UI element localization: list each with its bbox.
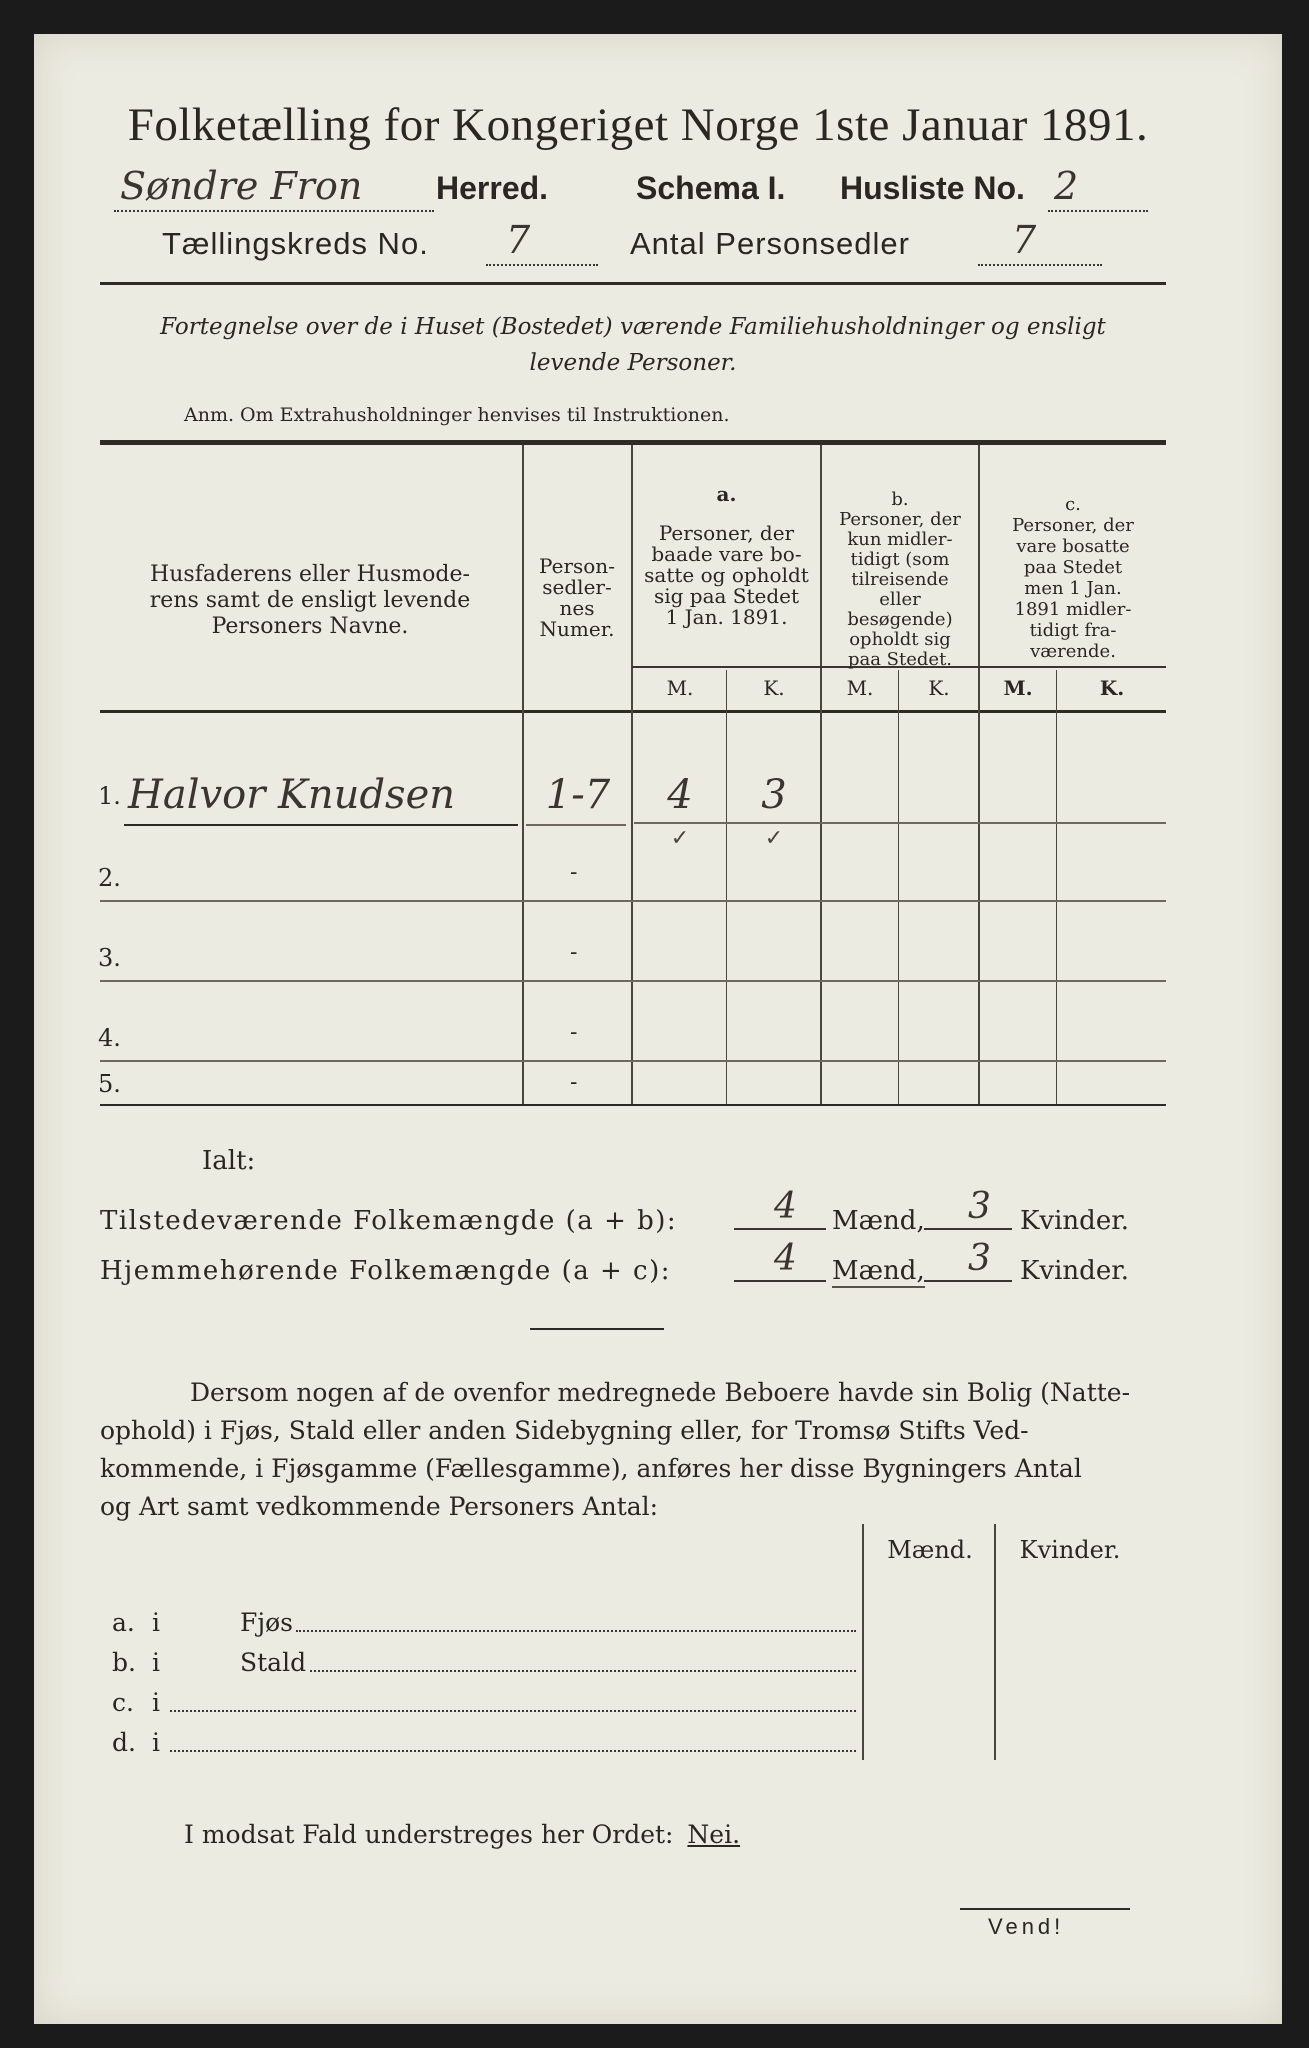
tilstede-k-field[interactable] [924, 1186, 1012, 1230]
closing-nei[interactable]: Nei. [687, 1820, 741, 1849]
building-a-label: Fjøs [240, 1608, 293, 1637]
vend-label: Vend! [988, 1914, 1065, 1939]
col-header-num-l1: Person- [539, 554, 615, 578]
buildings-kvinder-header: Kvinder. [1019, 1536, 1121, 1564]
buildings-para-l2: ophold) i Fjøs, Stald eller anden Sidebygning eller, for Tromsø Stifts Ved- [100, 1416, 1029, 1445]
col-header-b-l6: besøgende) [847, 609, 953, 630]
building-b-letter: b. [112, 1648, 136, 1677]
tilstede-label: Tilstedeværende Folkemængde (a + b): [100, 1206, 678, 1236]
row-1-name-line [124, 824, 518, 826]
schema-label: Schema I. [636, 170, 786, 206]
row-2-line [100, 900, 1166, 902]
row-1-a-m-check: ✓ [670, 826, 690, 851]
row-1-a-m[interactable]: 4 [667, 772, 693, 818]
row-1-sedler[interactable]: 1-7 [545, 772, 611, 818]
header-rule [100, 282, 1166, 285]
col-header-c-l7: værende. [1030, 641, 1116, 662]
building-a-i: i [152, 1608, 160, 1637]
hjemme-m-field[interactable] [734, 1238, 826, 1282]
buildings-maend-header: Mænd. [887, 1536, 973, 1564]
col-header-name-l3: Personers Navne. [211, 614, 409, 639]
table-header-rule [100, 710, 1166, 713]
a-m-label: M. [666, 676, 694, 700]
hjemme-k-field[interactable] [924, 1238, 1012, 1282]
row-1-num-line [526, 824, 626, 826]
col-header-num-l3: nes [559, 596, 595, 620]
col-sep-a-mk [726, 670, 727, 1104]
kreds-field[interactable] [486, 218, 598, 266]
building-a-dots[interactable] [296, 1630, 856, 1632]
col-sep-c-mk [1056, 670, 1057, 1104]
col-header-a-l4: sig paa Stedet [653, 584, 800, 608]
row-1-a-k-check: ✓ [764, 826, 784, 851]
row-3-number: 3. [98, 944, 121, 972]
col-header-a-l1: Personer, der [658, 521, 795, 545]
tilstede-m-field[interactable] [734, 1186, 826, 1230]
row-5-number: 5. [98, 1070, 121, 1098]
col-header-b-l4: tilreisende [851, 569, 949, 590]
col-header-c-l6: tidigt fra- [1029, 620, 1117, 641]
building-c-dots[interactable] [170, 1710, 856, 1712]
ialt-label: Ialt: [202, 1146, 256, 1176]
husliste-label: Husliste No. [840, 170, 1025, 206]
husliste-field[interactable] [1048, 166, 1148, 212]
col-header-b-l7: opholdt sig [849, 629, 951, 650]
row-1-number: 1. [98, 782, 121, 810]
hjemme-kvinder: Kvinder. [1020, 1256, 1130, 1286]
row-4-line [100, 1060, 1166, 1062]
row-2-sedler[interactable]: - [570, 860, 578, 885]
col-header-c-letter: c. [1065, 494, 1081, 515]
antal-value: 7 [1012, 218, 1037, 262]
tilstede-kvinder: Kvinder. [1020, 1206, 1130, 1236]
col-header-a [633, 484, 820, 628]
kreds-label: Tællingskreds No. [162, 226, 429, 261]
row-3-sedler[interactable]: - [570, 940, 578, 965]
col-header-b-l3: tidigt (som [850, 549, 950, 570]
col-header-a-l2: baade vare bo- [651, 542, 802, 566]
col-header-c [980, 494, 1166, 662]
antal-label: Antal Personsedler [630, 226, 910, 261]
b-m-label: M. [846, 676, 874, 700]
row-2-number: 2. [98, 864, 121, 892]
c-k-label: K. [1099, 676, 1125, 700]
anm-note: Anm. Om Extrahusholdninger henvises til Instruktionen. [184, 404, 730, 426]
col-header-a-l5: 1 Jan. 1891. [665, 605, 788, 629]
col-header-b-l2: kun midler- [847, 529, 953, 550]
husliste-value: 2 [1054, 164, 1079, 208]
a-k-label: K. [763, 676, 785, 700]
row-4-sedler[interactable]: - [570, 1020, 578, 1045]
row-1-a-k[interactable]: 3 [761, 772, 787, 818]
c-m-label: M. [1003, 676, 1033, 700]
col-header-num [524, 556, 630, 640]
herred-field[interactable] [114, 166, 434, 212]
intro-line2: levende Personer. [529, 350, 737, 376]
table-top-rule [100, 440, 1166, 445]
col-header-b-letter: b. [891, 489, 909, 510]
col-header-name-l2: rens samt de ensligt levende [149, 588, 471, 613]
buildings-para-l4: og Art samt vedkommende Personers Antal: [100, 1492, 659, 1521]
col-header-b-l5: eller [879, 589, 921, 610]
col-header-num-l2: sedler- [542, 575, 612, 599]
buildings-para-l1: Dersom nogen af de ovenfor medregnede Beboere havde sin Bolig (Natte- [190, 1378, 1131, 1407]
form-title: Folketælling for Kongeriget Norge 1ste Januar 1891. [127, 99, 1149, 151]
intro-line1: Fortegnelse over de i Huset (Bostedet) værende Familiehusholdninger og ensligt [160, 314, 1106, 340]
tilstede-m-value: 4 [774, 1186, 797, 1227]
antal-field[interactable] [978, 218, 1102, 266]
buildings-col-sep-2 [994, 1524, 996, 1760]
building-d-i: i [152, 1728, 160, 1757]
col-sep-1 [522, 445, 524, 1104]
row-5-sedler[interactable]: - [570, 1070, 578, 1095]
building-b-label: Stald [240, 1648, 307, 1677]
col-header-b-l8: paa Stedet. [847, 649, 953, 670]
building-a-letter: a. [112, 1608, 135, 1637]
herred-label: Herred. [436, 170, 549, 206]
closing-line [184, 1820, 740, 1849]
row-1-data-line [634, 822, 1166, 824]
building-c-letter: c. [112, 1688, 134, 1717]
row-4-number: 4. [98, 1024, 121, 1052]
hjemme-k-value: 3 [968, 1238, 991, 1279]
herred-value: Søndre Fron [120, 164, 363, 208]
col-header-c-l2: vare bosatte [1016, 536, 1130, 557]
kreds-value: 7 [506, 218, 531, 262]
buildings-para-l3: kommende, i Fjøsgamme (Fællesgamme), anføres her disse Bygningers Antal [100, 1454, 1082, 1483]
table-bottom-rule [100, 1104, 1166, 1106]
building-d-letter: d. [112, 1728, 136, 1757]
tilstede-k-value: 3 [968, 1186, 991, 1227]
col-header-b [822, 490, 978, 670]
buildings-paragraph [100, 1374, 1170, 1526]
building-b-dots[interactable] [310, 1670, 856, 1672]
census-form-page [34, 34, 1282, 2024]
col-header-b-l1: Personer, der [839, 509, 961, 530]
b-k-label: K. [928, 676, 950, 700]
col-header-c-l4: men 1 Jan. [1024, 578, 1122, 599]
row-3-line [100, 980, 1166, 982]
hjemme-m-value: 4 [774, 1238, 797, 1279]
col-header-name [104, 562, 516, 640]
col-header-name-l1: Husfaderens eller Husmode- [150, 562, 470, 587]
hjemme-label: Hjemmehørende Folkemængde (a + c): [100, 1256, 671, 1286]
tilstede-maend: Mænd, [832, 1206, 925, 1236]
building-d-dots[interactable] [170, 1750, 856, 1752]
building-c-i: i [152, 1688, 160, 1717]
col-header-c-l5: 1891 midler- [1014, 599, 1132, 620]
col-header-a-l3: satte og opholdt [644, 563, 809, 587]
hjemme-maend: Mænd, [832, 1256, 925, 1286]
closing-prefix: I modsat Fald understreges her Ordet: [184, 1820, 674, 1849]
row-1-name[interactable]: Halvor Knudsen [128, 772, 456, 818]
col-header-num-l4: Numer. [539, 617, 615, 641]
vend-rule [960, 1908, 1130, 1910]
col-header-c-l3: paa Stedet [1023, 557, 1123, 578]
col-sep-b-mk [898, 670, 899, 1104]
building-b-i: i [152, 1648, 160, 1677]
col-header-c-l1: Personer, der [1012, 515, 1134, 536]
col-header-a-letter: a. [716, 482, 737, 506]
buildings-col-sep-1 [862, 1524, 864, 1760]
section-divider [530, 1328, 664, 1330]
